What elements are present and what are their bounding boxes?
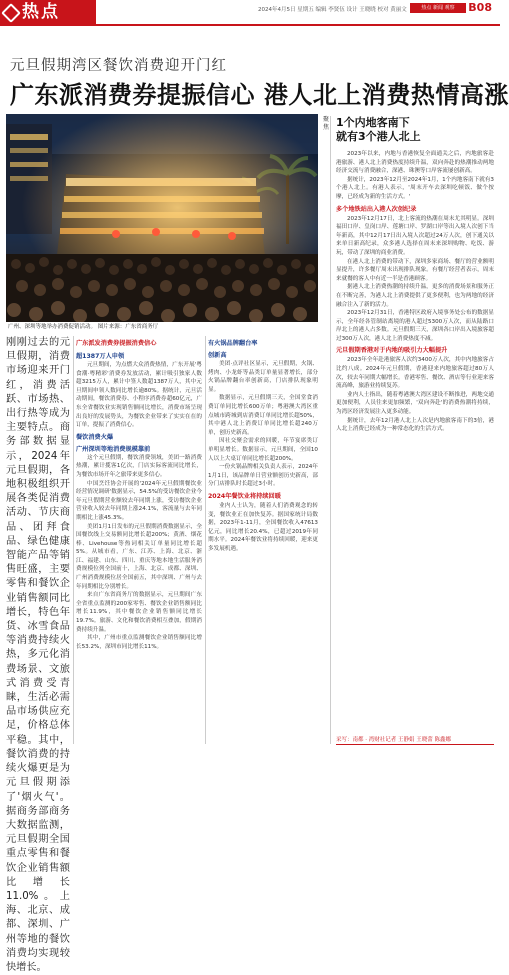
article-paragraph: 元旦期间，为点燃大众消费热情，广东开展'粤食潮·粤精彩'消费券发放活动，累计吸引独家人数超3215万人，累计中签人数超1387万人，其中元旦期间申领人数同比增长逾80%。据统计，元旦活动期间，餐饮消费券、小程序消费券超60亿元，广东全省餐饮业实现销售额同比增长，消费市场呈现出良好的发展势头，为餐饮企业带来了实实在在的订单，提振了消费信心。 (76, 362, 202, 429)
article-subhead: 元旦假期香港对于内地的吸引力大幅提升 (336, 347, 448, 355)
article-paragraph: 其中，广州市重点监测餐饮企业销售额同比增长53.2%，深圳市同比增长11%。 (76, 635, 202, 650)
article-paragraph: 据统计，去年12月港人北上人次是内地旅客南下的3倍，港人北上消费已经成为一种常态化的生活方式。 (336, 417, 494, 433)
article-paragraph: 数据显示，元旦假期三天，全国堂食消费订单同比增长600万单；粤港澳大湾区重点城市跨城到店消费订单同比增长超50%，其中港人北上消费订单同比增长超240万单，创历史新高。 (208, 395, 318, 436)
masthead-rule (0, 24, 500, 26)
article-paragraph: 美团·点评社区显示，元旦假期，火锅、烤肉、小龙虾等品类订单量显著增长，部分火锅品牌翻台率创新高，门店排队现象明显。 (208, 361, 318, 393)
article-paragraph: 在港人北上消费的带动下，深圳多家商场、餐厅的营业额明显提升，许多餐厅周末出现排队现象。有餐厅经营者表示，周末来就餐的客人中有近一半是香港顾客。 (336, 258, 494, 282)
article-subhead: 广东派发消费券提振消费信心 (76, 340, 157, 347)
article-paragraph: 业内人士指出，随着粤港澳大湾区建设不断推进，两地交通更加便利，人员往来更加频繁，'双向奔赴'的消费热潮将持续，为湾区经济发展注入更多动能。 (336, 391, 494, 416)
masthead (0, 0, 500, 24)
article-subhead: 多个地铁站出入港人次创纪录 (336, 205, 417, 213)
byline: 采写：南都 · 湾财社记者 王静娟 王晓蕾 陈鑫娜 (336, 737, 451, 743)
right-column-title (336, 116, 421, 144)
article-subhead: 有火锅品牌翻台率 (208, 340, 258, 347)
article-paragraph: 这个元旦假期，餐饮消费领域，美团一路消费热潮，累计揽客1亿次，门店实际客流同比增长，为餐饮市场开年之旅带来更多信心。 (76, 454, 202, 478)
lead-paragraph: 刚刚过去的元旦假期，消费市场迎来开门红，消费活跃、市场热、出行热等成为主要特点。商务部数据显示，2024年元旦假期，各地积极组织开展各类促消费活动、节庆商品、团拜食品、绿色健康智能产品等销售旺盛，主要零售和餐饮企业销售额同比增长，特色年货、冰雪食品等消费持续火热，多元化消费场景、文旅式消费受青睐，生活必需品市场供应充足，价格总体平稳。其中，餐饮消费的持续火爆更是为元旦假期添了'烟火气'。据商务部商务大数据监测，元旦假期全国重点零售和餐饮企业销售额比增长11.0%。上海、北京、成都、深圳、广州等地的餐饮消费均实现较快增长。 (6, 337, 70, 973)
photo-illustration (6, 114, 318, 322)
article-subhead: 餐饮消费火爆 (76, 433, 114, 441)
article-paragraph: 来自广东省商务厅的数据显示，元旦期间广东全省重点监测的200家零售、餐饮企业销售额同比增长11.9%，其中餐饮企业销售额同比增长19.7%。旅游、文化和餐饮消费相互叠加，假期消费持续升温。 (76, 592, 202, 633)
article-paragraph: 一份火锅品牌相关负责人表示，2024年1月1日，该品牌单日营业额创历史新高，部分门店排队时长超过3小时。 (208, 464, 318, 488)
photo-caption: 广州、深圳等地举办消费促销活动。 图片来源：广东省商务厅 (6, 322, 318, 333)
article-subhead: 超1387万人申领 (76, 353, 125, 360)
article-paragraph: 2023年全年赴港旅客人次约3400万人次，其中内地旅客占比约八成。2024年元旦假期，香港迎来内地旅客超过80万人次，较去年同期大幅增长。香港零售、餐饮、酒店等行业迎来客流高峰，旅游业持续复苏。 (336, 357, 494, 390)
night-market-photo (6, 114, 318, 322)
article-column-3 (208, 336, 318, 744)
article-paragraph: 中国烹饪协会开展的'2024年元旦假期餐饮业经营情况调研'数据显示，54.5%的受访餐饮企业今年元旦假期营业额较去年同期上涨，受访餐饮企业营业收入较去年同期上涨24.1%，客流量与去年同期相比上涨45.3%。 (76, 480, 202, 521)
article-subhead: 2024年餐饮业将持续回暖 (208, 492, 281, 500)
article-paragraph: 2023年以来，内地与香港恢复全面通关之后，内地旅客赴港旅游、港人北上消费热度持续升温，双向奔赴的热潮推动两地经济交流与消费融合，深港、珠澳等口岸客流屡创新高。 (336, 151, 494, 175)
article-paragraph: 因社交聚会需求的回暖，年节宴席类订单明显增长。数据显示，元旦期间，全国10人以上大桌订单同比增长超200%。 (208, 438, 318, 462)
issue-info: 2024年4月5日 星期五 编辑 李贤伍 设计 王晓晓 校对 黄丽文 (258, 7, 407, 13)
article-paragraph: 据港人北上消费热潮的持续升温，更多的消费场景和服务正在不断完善，为港人北上消费提供了更多便利，也为两地的经济融合注入了新的活力。 (336, 284, 494, 308)
article-paragraph: 2023年12月17日，北上客流的热潮在周末尤其明显。深圳福田口岸、皇岗口岸、莲塘口岸、罗湖口岸等出入境人次创下当年新高，其中12月17日出入境人次超过24万人次，创下通关以来单日新高纪录，众多港人选择在周末来深圳购物、吃饭、游玩，带动了深圳的商业消费。 (336, 215, 494, 256)
article-paragraph: 业内人士认为，随着人们消费观念的转变，餐饮业正在加快复苏。据国家统计局数据，2023年1-11月，全国餐饮收入47613亿元，同比增长20.4%，已超过2019年同期水平。2024年餐饮业将持续回暖，迎来更多发展机遇。 (208, 502, 318, 552)
article-paragraph: 美团1月1日发布的元旦假期消费数据显示，全国餐饮线上交易额同比增长超200%；黄酒、烟花棒、Livehouse等热词相关订单量同比增长超5%。从城市看，广东、江苏、上海、北京、浙江、福建、山东、四川、重庆等地本地生活服务消费规模位列全国前十，上海、北京、成都、深圳、广州消费规模位居全国前五，其中深圳、广州与去年同期相比分别增长。 (76, 523, 202, 590)
article-paragraph: 2023年12月31日，香港特区政府入境事务处公布的数据显示，全年经各管制站离境的港人超过5300万人次，而从陆路口岸北上的港人占多数。元旦假期三天，深圳各口岸出入境旅客超过300万人次，港人北上消费热度不减。 (336, 310, 494, 342)
article-paragraph: 据统计，2023年12月至2024年1月，1个内地客南下就有3个港人北上。有港人表示，'周末开车去深圳吃顿饭、做个按摩，已经成为新的生活方式。' (336, 176, 494, 200)
lead-column (6, 336, 70, 973)
column-divider (73, 336, 74, 744)
column-divider (330, 116, 331, 744)
masthead-band: 热点 新闻 观察 (410, 3, 466, 13)
column-divider (205, 336, 206, 744)
headline: 广东派消费券提振信心 港人北上消费热情高涨 (10, 81, 509, 109)
kicker: 元旦假期湾区餐饮消费迎开门红 (10, 58, 227, 74)
right-title-line-2: 就有3个港人北上 (336, 130, 421, 143)
article-subhead: 创新高 (208, 352, 227, 359)
article-column-2 (76, 336, 202, 744)
byline-rule (336, 744, 494, 745)
article-column-4 (336, 150, 494, 744)
page-number: B08 (468, 1, 492, 14)
article-subhead: 广州深圳等地消费规模靠前 (76, 445, 151, 453)
section-label: 热点 (0, 0, 96, 24)
side-tag: 聚焦 (322, 116, 329, 131)
right-title-line-1: 1个内地客南下 (336, 116, 410, 129)
